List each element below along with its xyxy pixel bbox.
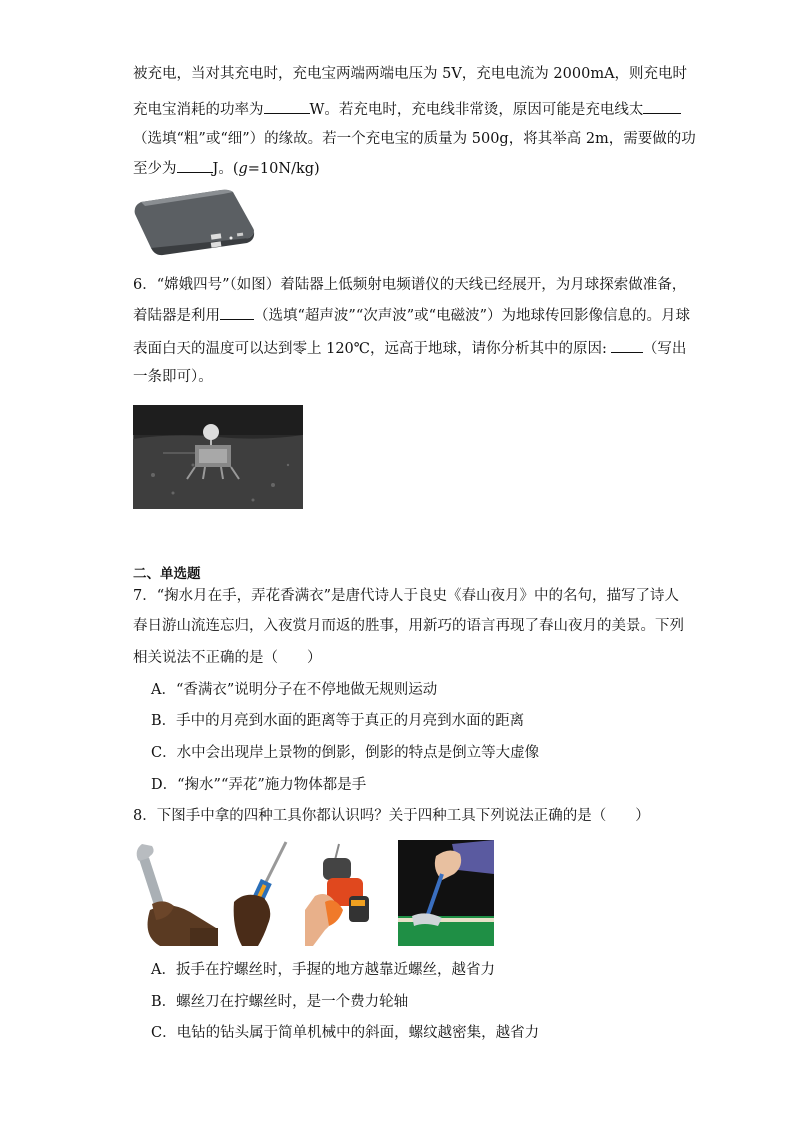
electric-drill-image [305,840,381,946]
section-title: 二、单选题 [133,566,201,582]
q7-line-2: 春日游山流连忘归，入夜赏月而返的胜事，用新巧的语言再现了春山夜月的美景。下列 [133,618,684,634]
q7-line-3: 相关说法不正确的是（ ） [133,650,322,666]
q5-line-3: （选填“粗”或“细”）的缘故。若一个充电宝的质量为 500g，将其举高 2m，需要做的功 [133,131,696,147]
wrench-hand-image [130,840,218,946]
q6-line-3: 表面白天的温度可以达到零上 120℃，远高于地球，请你分析其中的原因: （写出 [133,338,686,359]
q8-option-a: A．扳手在拧螺丝时，手握的地方越靠近螺丝，越省力 [151,962,495,978]
q7-line-1: 7．“掬水月在手，弄花香满衣”是唐代诗人于良史《春山夜月》中的名句，描写了诗人 [133,588,680,604]
power-bank-image [133,188,258,256]
q6-line-4: 一条即可）。 [133,369,213,385]
q8-option-b: B．螺丝刀在拧螺丝时，是一个费力轮轴 [151,994,409,1010]
q7-option-d: D．“掬水”“弄花”施力物体都是手 [151,777,367,793]
hammer-hand-image [398,840,494,946]
answer-blank [220,305,254,320]
screwdriver-hand-image [228,840,294,946]
q8-option-c: C．电钻的钻头属于简单机械中的斜面，螺纹越密集，越省力 [151,1025,540,1041]
q6-line-2: 着陆器是利用 （选填“超声波”“次声波”或“电磁波”）为地球传回影像信息的。月球 [133,305,690,326]
answer-blank [177,158,213,173]
lander-photo [133,405,303,509]
q8-line-1: 8．下图手中拿的四种工具你都认识吗？关于四种工具下列说法正确的是（ ） [133,808,650,824]
q5-line-1: 被充电，当对其充电时，充电宝两端两端电压为 5V，充电电流为 2000mA，则充电时 [133,66,688,82]
q7-option-b: B．手中的月亮到水面的距离等于真正的月亮到水面的距离 [151,713,525,729]
q7-option-c: C．水中会出现岸上景物的倒影，倒影的特点是倒立等大虚像 [151,745,540,761]
q5-line-2: 充电宝消耗的功率为 W。若充电时，充电线非常烫，原因可能是充电线太 [133,99,681,120]
q6-line-1: 6．“嫦娥四号”（如图）着陆器上低频射电频谱仪的天线已经展开，为月球探索做准备， [133,277,687,293]
q7-option-a: A．“香满衣”说明分子在不停地做无规则运动 [151,682,438,698]
answer-blank [264,99,310,114]
answer-blank [643,99,681,114]
q5-line-4: 至少为 J。(g=10N/kg) [133,158,320,179]
answer-blank [611,338,643,353]
